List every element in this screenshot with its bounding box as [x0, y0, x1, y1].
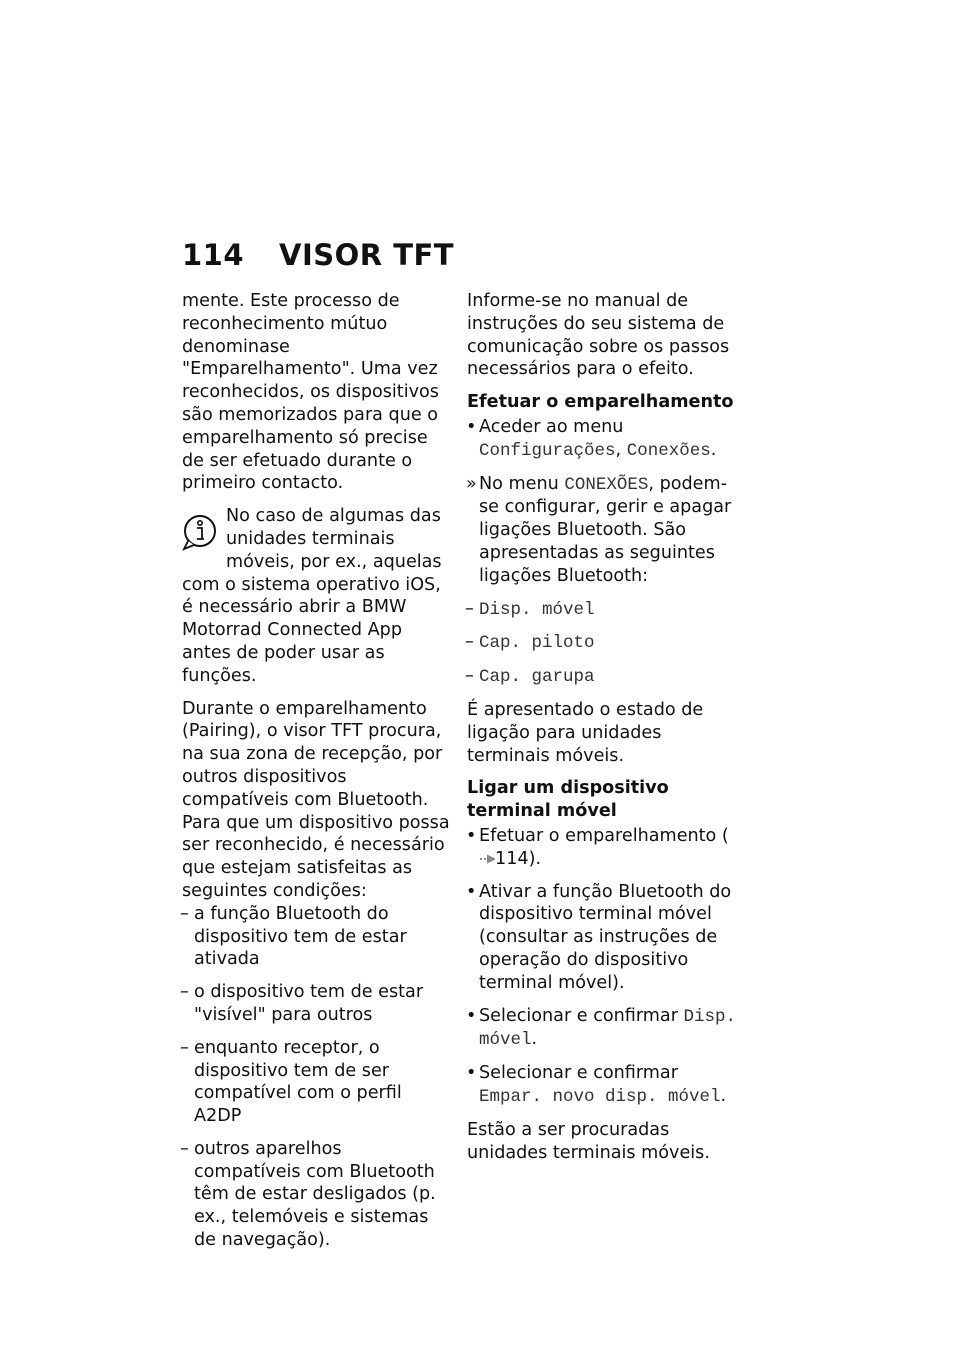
info-icon — [182, 509, 218, 551]
list-item: – a função Bluetooth do dispositivo tem de estar ativada — [180, 903, 407, 970]
dash-marker: – — [465, 632, 474, 653]
section-title: VISOR TFT — [279, 238, 455, 272]
page-reference-arrow-icon — [479, 853, 495, 865]
bullet-marker: • — [466, 1063, 477, 1084]
bullet-marker: • — [466, 825, 477, 846]
menu-disp-movel: Disp. móvel — [479, 1006, 737, 1051]
paragraph-pairing-search: Durante o emparelhamento (Pairing), o visor TFT procura, na sua zona de recepção, por outros dispositivos compatíveis com Bluetooth. Para que um dispositivo possa ser reconhecido, é necessário que estejam satisfeitas as seguintes condições: — [182, 698, 450, 901]
bullet-marker: • — [466, 416, 477, 437]
list-item: – o dispositivo tem de estar "visível" para outros — [180, 982, 424, 1025]
bullet-marker: • — [466, 881, 477, 902]
page-header — [182, 238, 454, 272]
dash-marker: – — [180, 903, 189, 924]
list-item: – Cap. piloto — [465, 632, 595, 654]
step-access-menu: • Aceder ao menu Configurações, Conexões. — [466, 416, 717, 461]
step-do-pairing: • Efetuar o emparelhamento (114). — [466, 825, 729, 869]
heading-pairing: Efetuar o emparelhamento — [467, 392, 734, 413]
bullet-marker: • — [466, 1005, 477, 1026]
info-note — [182, 505, 450, 687]
list-item: – Cap. garupa — [465, 666, 595, 688]
dash-marker: – — [180, 1138, 189, 1159]
step-pair-new-device: • Selecionar e confirmar Empar. novo disp. móvel. — [466, 1063, 727, 1107]
list-item: – enquanto receptor, o dispositivo tem de ser compatível com o perfil A2DP — [180, 1037, 402, 1127]
connections-list — [467, 598, 737, 689]
menu-empar-novo: Empar. novo disp. móvel — [479, 1086, 721, 1107]
menu-conexoes: Conexões — [626, 440, 711, 461]
left-column — [182, 290, 450, 1262]
step-select-mobile: • Selecionar e confirmar Disp. móvel. — [466, 1005, 737, 1051]
heading-connect-device: Ligar um dispositivo terminal móvel — [467, 778, 669, 822]
result-marker: » — [466, 473, 477, 494]
dash-marker: – — [180, 982, 189, 1003]
paragraph-connection-status: É apresentado o estado de ligação para unidades terminais móveis. — [467, 699, 704, 766]
list-item: – Disp. móvel — [465, 598, 595, 620]
menu-configuracoes: Configurações — [479, 440, 616, 461]
dash-marker: – — [465, 598, 474, 619]
info-note-text: No caso de algumas das unidades terminais móveis, por ex., aquelas com o sistema operativo iOS, é necessário abrir a BMW Motorrad Connected App antes de poder usar as funções. — [182, 506, 442, 686]
result-connections-menu: » No menu CONEXÕES, podem-se configurar, gerir e apagar ligações Bluetooth. São apresentadas as seguintes ligações Bluetooth: — [466, 473, 732, 586]
page-reference-link[interactable]: 114 — [495, 848, 529, 869]
dash-marker: – — [180, 1037, 189, 1058]
paragraph-communication-system: Informe-se no manual de instruções do seu sistema de comunicação sobre os passos necessários para o efeito. — [467, 291, 730, 380]
step-enable-bluetooth: • Ativar a função Bluetooth do dispositivo terminal móvel (consultar as instruções de operação do dispositivo terminal móvel). — [466, 881, 732, 993]
menu-conexoes-upper: CONEXÕES — [564, 474, 649, 495]
dash-marker: – — [465, 666, 474, 687]
right-column — [467, 290, 737, 1174]
conditions-list — [182, 903, 450, 1252]
page-number: 114 — [182, 238, 245, 272]
paragraph-pairing-intro: mente. Este processo de reconhecimento mútuo denominase "Emparelhamento". Uma vez reconhecidos, os dispositivos são memorizados para que o emparelhamento só precise de ser efetuado durante o primeiro contacto. — [182, 291, 439, 494]
list-item: – outros aparelhos compatíveis com Bluetooth têm de estar desligados (p. ex., telemóveis e sistemas de navegação). — [180, 1138, 436, 1251]
paragraph-searching-devices: Estão a ser procuradas unidades terminais móveis. — [467, 1119, 710, 1163]
